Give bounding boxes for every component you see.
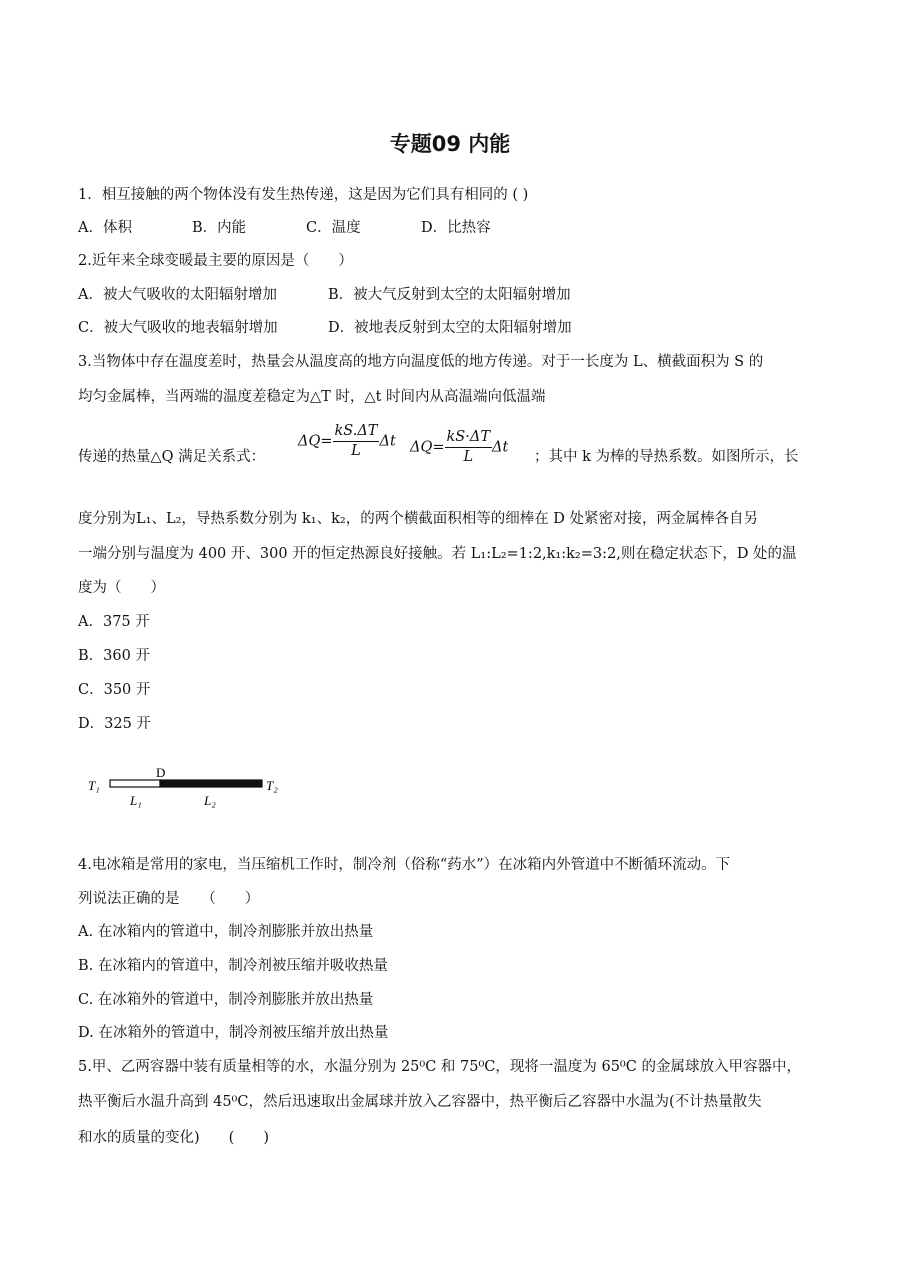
formula-2-numerator: kS·ΔT (445, 428, 492, 448)
q4-option-a: A. 在冰箱内的管道中，制冷剂膨胀并放出热量 (78, 924, 374, 940)
q4-option-c: C. 在冰箱外的管道中，制冷剂膨胀并放出热量 (78, 992, 374, 1008)
q5-line-1: 5.甲、乙两容器中装有质量相等的水，水温分别为 25⁰C 和 75⁰C，现将一温度为 65⁰C 的金属球放入甲容器中， (78, 1059, 801, 1075)
q1-option-c: C．温度 (306, 220, 361, 236)
q4-line-1: 4.电冰箱是常用的家电，当压缩机工作时，制冷剂（俗称“药水”）在冰箱内外管道中不断循环流动。下 (78, 857, 731, 873)
formula-1-lhs: ΔQ= (298, 433, 333, 450)
q2-stem: 2.近年来全球变暖最主要的原因是（ ） (78, 253, 353, 269)
q3-line-5: 一端分别与温度为 400 开、300 开的恒定热源良好接触。若 L₁:L₂=1:2,k₁:k₂=3:2,则在稳定状态下，D 处的温 (78, 546, 797, 562)
q3-line-3-suffix: ；其中 k 为棒的导热系数。如图所示，长 (534, 449, 799, 465)
q4-option-b: B. 在冰箱内的管道中，制冷剂被压缩并吸收热量 (78, 958, 388, 974)
formula-2-fraction (445, 428, 492, 467)
q3-option-d: D．325 开 (78, 716, 151, 732)
t2-label: T₂ (266, 778, 278, 793)
q3-option-a: A．375 开 (78, 614, 150, 630)
q2-option-a: A．被大气吸收的太阳辐射增加 (78, 287, 277, 303)
q3-option-c: C．350 开 (78, 682, 151, 698)
rod-diagram (88, 760, 298, 820)
formula-1-denominator: L (351, 443, 361, 459)
q3-line-6: 度为（ ） (78, 580, 165, 596)
formula-2-rhs: Δt (492, 439, 509, 456)
q4-line-2: 列说法正确的是 （ ） (78, 891, 260, 907)
formula-2-denominator: L (463, 449, 474, 465)
d-label: D (156, 765, 166, 780)
q2-option-c: C．被大气吸收的地表辐射增加 (78, 320, 278, 336)
q3-formula-1 (298, 422, 396, 461)
l1-label: L₁ (130, 793, 142, 808)
q3-line-3-prefix: 传递的热量△Q 满足关系式： (78, 449, 266, 465)
q3-line-2: 均匀金属棒，当两端的温度差稳定为△T 时，△t 时间内从高温端向低温端 (78, 389, 546, 405)
q3-line-4: 度分别为L₁、L₂，导热系数分别为 k₁、k₂，的两个横截面积相等的细棒在 D 处紧密对接，两金属棒各自另 (78, 511, 759, 527)
q3-option-b: B．360 开 (78, 648, 150, 664)
l2-label: L₂ (204, 793, 216, 808)
formula-2-lhs: ΔQ= (410, 439, 445, 456)
q3-formula-2 (410, 428, 508, 467)
q1-option-b: B．内能 (192, 220, 247, 236)
rod-l2 (160, 780, 262, 787)
rod-l1 (110, 780, 160, 787)
q2-option-d: D．被地表反射到太空的太阳辐射增加 (328, 320, 572, 336)
q5-line-2: 热平衡后水温升高到 45⁰C，然后迅速取出金属球并放入乙容器中，热平衡后乙容器中水温为(不计热量散失 (78, 1094, 762, 1110)
q2-option-b: B．被大气反射到太空的太阳辐射增加 (328, 287, 571, 303)
q1-stem: 1．相互接触的两个物体没有发生热传递，这是因为它们具有相同的 ( ) (78, 187, 529, 203)
formula-1-fraction (333, 422, 380, 461)
page-title: 专题09 内能 (389, 132, 511, 156)
q5-line-3: 和水的质量的变化) ( ) (78, 1130, 269, 1146)
q1-option-a: A．体积 (78, 220, 132, 236)
formula-1-numerator: kS.ΔT (333, 422, 380, 442)
formula-1-rhs: Δt (379, 433, 396, 450)
q4-option-d: D. 在冰箱外的管道中，制冷剂被压缩并放出热量 (78, 1025, 389, 1041)
q3-line-1: 3.当物体中存在温度差时，热量会从温度高的地方向温度低的地方传递。对于一长度为 L、横截面积为 S 的 (78, 354, 764, 370)
q1-option-d: D．比热容 (421, 220, 491, 236)
t1-label: T₁ (88, 778, 100, 793)
